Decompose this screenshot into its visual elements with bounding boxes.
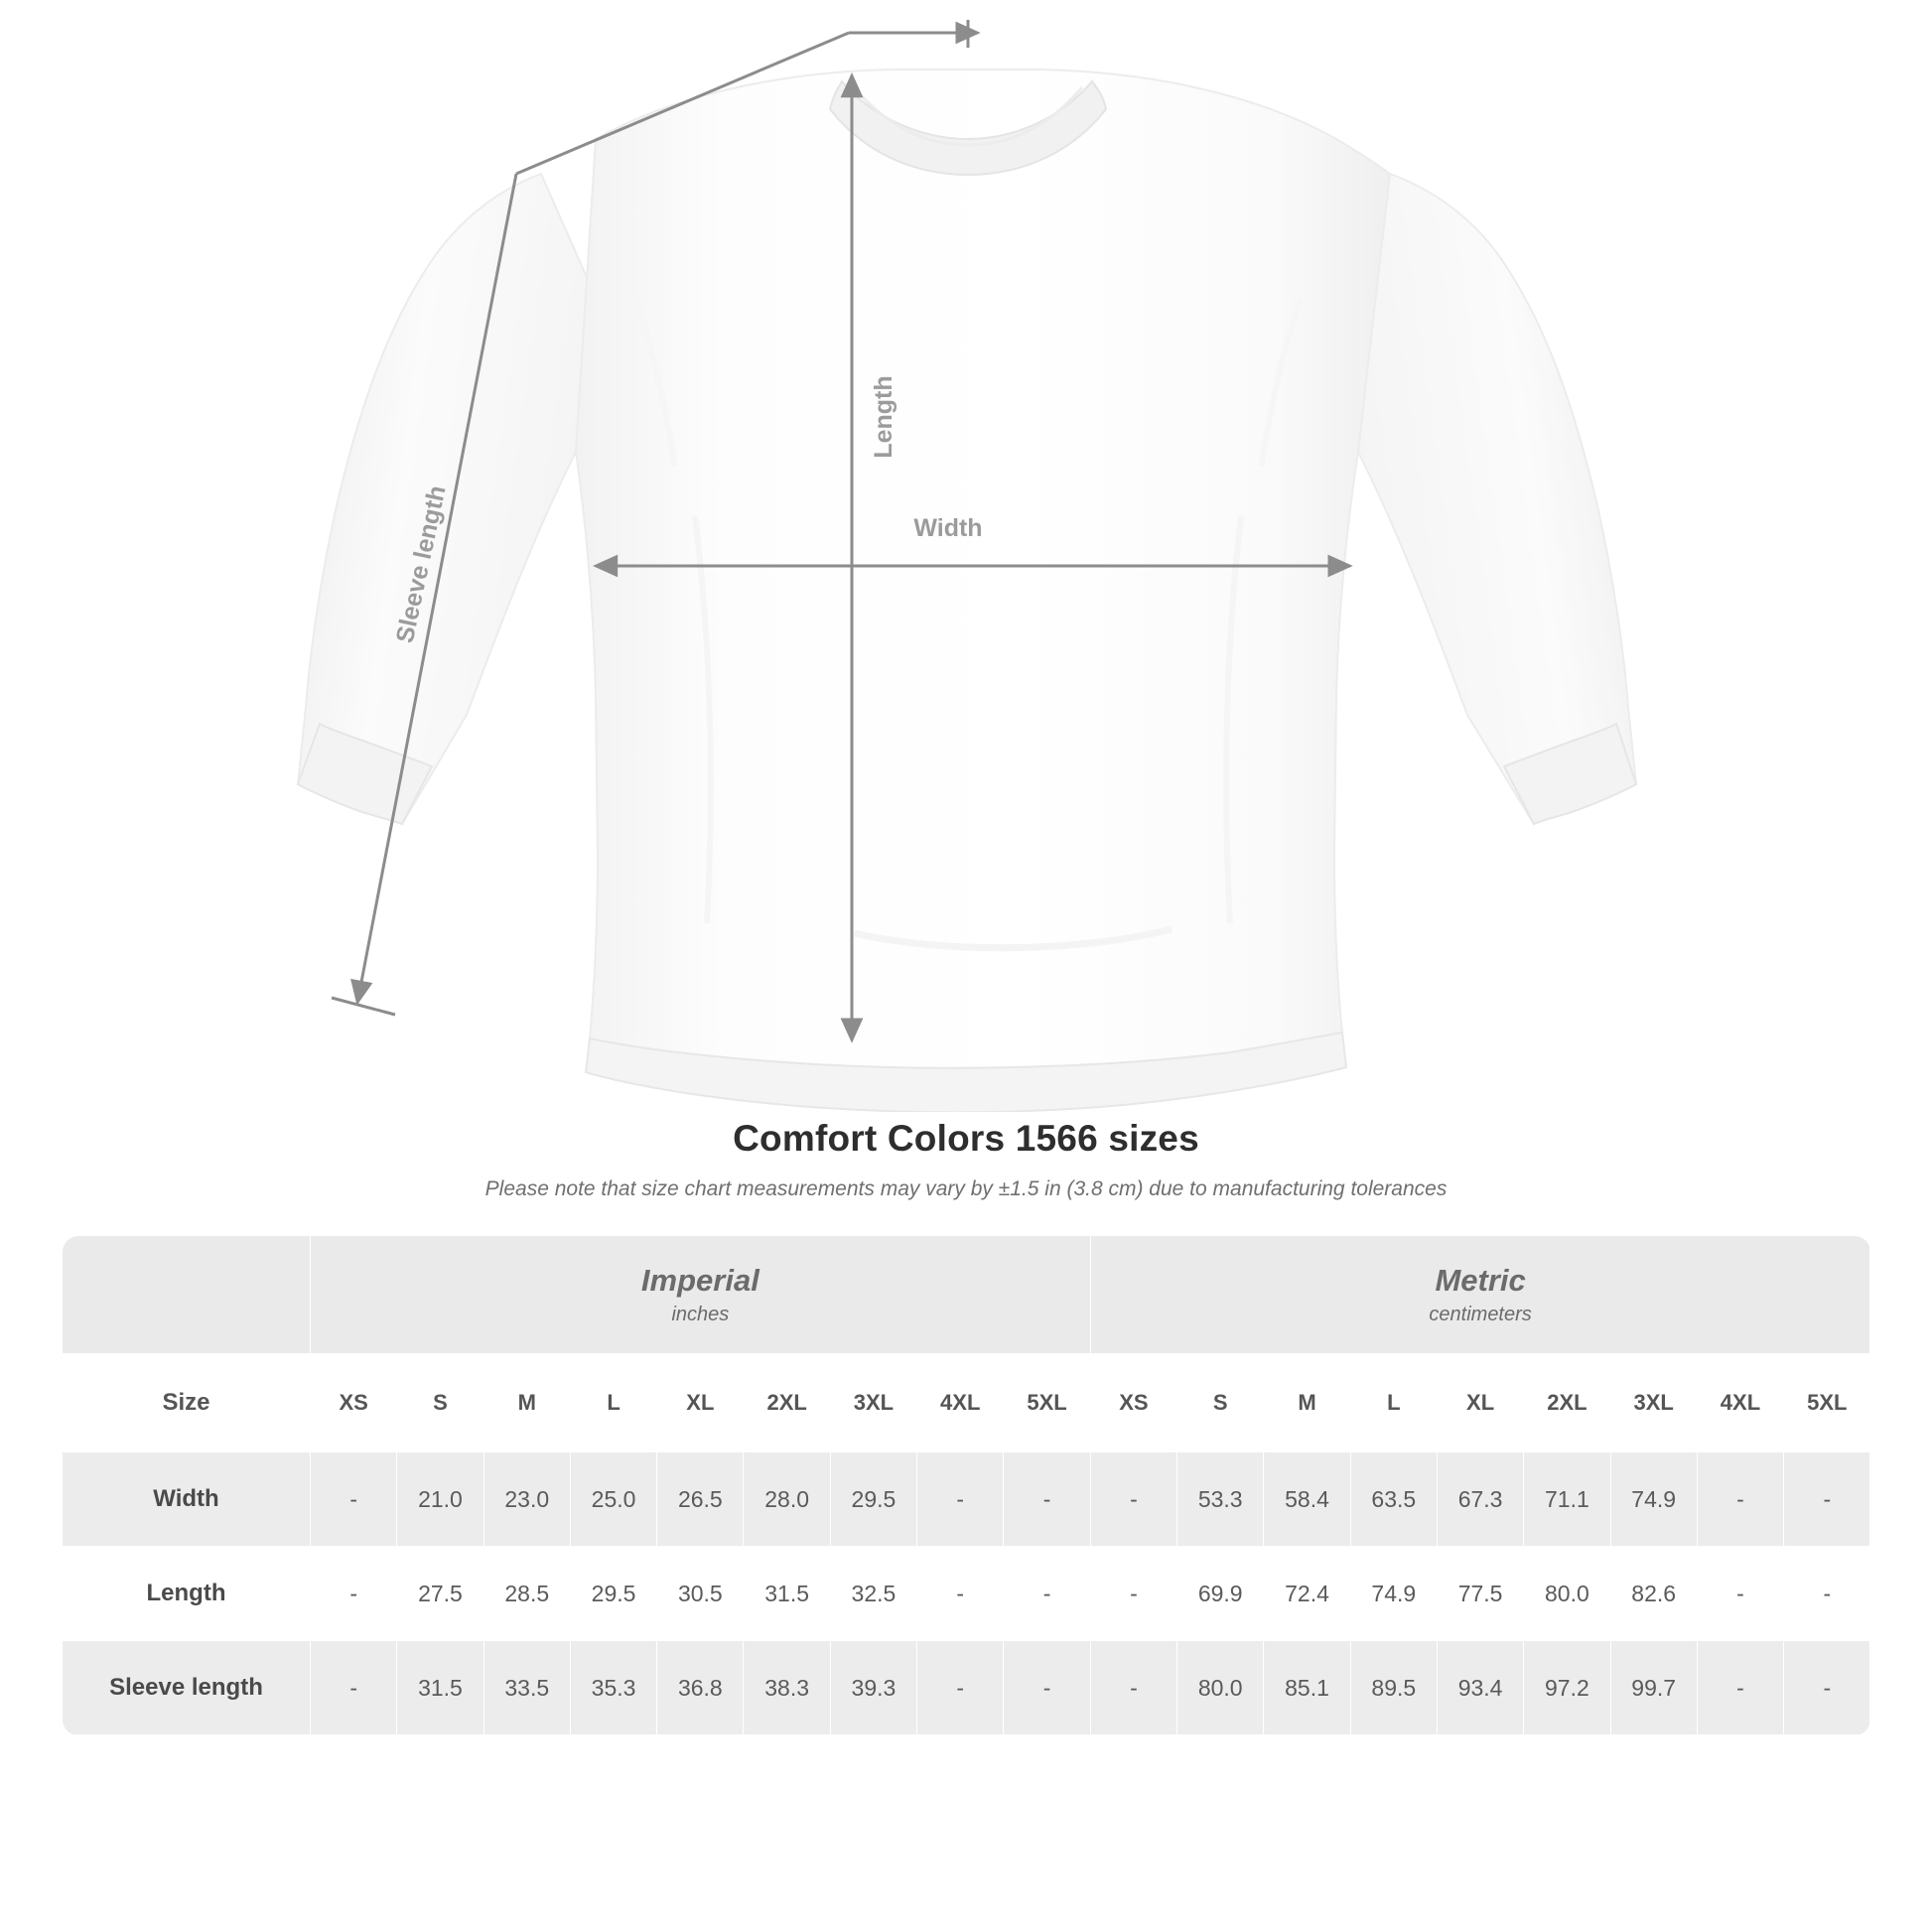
cell-sleeve-metric-xl: 93.4 (1437, 1641, 1523, 1735)
cell-length-metric-m: 72.4 (1264, 1547, 1350, 1641)
cell-width-imperial-3xl: 29.5 (830, 1452, 916, 1547)
row-label-width: Width (63, 1452, 311, 1547)
cell-width-metric-s: 53.3 (1177, 1452, 1264, 1547)
cell-length-metric-3xl: 82.6 (1610, 1547, 1697, 1641)
cell-width-imperial-xs: - (311, 1452, 397, 1547)
width-label: Width (913, 514, 983, 542)
size-header-metric-4xl: 4XL (1697, 1354, 1783, 1452)
cell-width-imperial-5xl: - (1004, 1452, 1090, 1547)
cell-sleeve-metric-3xl: 99.7 (1610, 1641, 1697, 1735)
cell-length-metric-2xl: 80.0 (1524, 1547, 1610, 1641)
cell-width-metric-4xl: - (1697, 1452, 1783, 1547)
row-label-sleeve-length: Sleeve length (63, 1641, 311, 1735)
size-header-metric-3xl: 3XL (1610, 1354, 1697, 1452)
size-table-wrapper (62, 1235, 1870, 1735)
cell-length-metric-s: 69.9 (1177, 1547, 1264, 1641)
cell-length-imperial-m: 28.5 (483, 1547, 570, 1641)
cell-sleeve-imperial-m: 33.5 (483, 1641, 570, 1735)
unit-header-imperial (311, 1236, 1091, 1354)
size-header-imperial-m: M (483, 1354, 570, 1452)
cell-sleeve-imperial-l: 35.3 (570, 1641, 656, 1735)
table-row (63, 1452, 1870, 1547)
unit-header-metric (1090, 1236, 1870, 1354)
unit-sub-metric: centimeters (1429, 1304, 1532, 1326)
table-row (63, 1641, 1870, 1735)
cell-width-metric-m: 58.4 (1264, 1452, 1350, 1547)
cell-length-imperial-5xl: - (1004, 1547, 1090, 1641)
cell-sleeve-imperial-s: 31.5 (397, 1641, 483, 1735)
cell-length-metric-xs: - (1090, 1547, 1176, 1641)
cell-width-metric-5xl: - (1784, 1452, 1870, 1547)
size-header-imperial-xl: XL (657, 1354, 744, 1452)
size-header-imperial-5xl: 5XL (1004, 1354, 1090, 1452)
cell-sleeve-metric-s: 80.0 (1177, 1641, 1264, 1735)
unit-sub-imperial: inches (671, 1304, 730, 1326)
cell-sleeve-metric-xs: - (1090, 1641, 1176, 1735)
title-block (0, 1118, 1932, 1201)
size-header-metric-m: M (1264, 1354, 1350, 1452)
length-label: Length (870, 375, 897, 459)
unit-header-spacer (63, 1236, 311, 1354)
cell-sleeve-metric-l: 89.5 (1350, 1641, 1437, 1735)
cell-length-metric-4xl: - (1697, 1547, 1783, 1641)
cell-width-metric-3xl: 74.9 (1610, 1452, 1697, 1547)
tolerance-note: Please note that size chart measurements may vary by ±1.5 in (3.8 cm) due to manufacturing tolerances (484, 1177, 1448, 1200)
page-title: Comfort Colors 1566 sizes (733, 1118, 1199, 1159)
cell-sleeve-imperial-2xl: 38.3 (744, 1641, 830, 1735)
size-header-imperial-3xl: 3XL (830, 1354, 916, 1452)
cell-length-imperial-xs: - (311, 1547, 397, 1641)
sleeve-length-label: Sleeve length (390, 483, 452, 646)
cell-width-imperial-xl: 26.5 (657, 1452, 744, 1547)
cell-sleeve-imperial-xs: - (311, 1641, 397, 1735)
unit-header-row (63, 1236, 1870, 1354)
cell-length-imperial-3xl: 32.5 (830, 1547, 916, 1641)
cell-sleeve-imperial-xl: 36.8 (657, 1641, 744, 1735)
size-header-metric-2xl: 2XL (1524, 1354, 1610, 1452)
size-header-imperial-4xl: 4XL (917, 1354, 1004, 1452)
cell-sleeve-metric-4xl: - (1697, 1641, 1783, 1735)
cell-length-metric-xl: 77.5 (1437, 1547, 1523, 1641)
size-header-row (63, 1354, 1870, 1452)
unit-name-imperial: Imperial (640, 1262, 759, 1298)
size-header-imperial-2xl: 2XL (744, 1354, 830, 1452)
cell-sleeve-imperial-3xl: 39.3 (830, 1641, 916, 1735)
size-header-imperial-xs: XS (311, 1354, 397, 1452)
cell-length-imperial-xl: 30.5 (657, 1547, 744, 1641)
cell-width-imperial-4xl: - (917, 1452, 1004, 1547)
cell-length-metric-5xl: - (1784, 1547, 1870, 1641)
cell-width-imperial-l: 25.0 (570, 1452, 656, 1547)
size-table (62, 1235, 1870, 1735)
size-header-imperial-s: S (397, 1354, 483, 1452)
size-header-metric-xl: XL (1437, 1354, 1523, 1452)
cell-length-metric-l: 74.9 (1350, 1547, 1437, 1641)
cell-sleeve-imperial-4xl: - (917, 1641, 1004, 1735)
cell-width-metric-xs: - (1090, 1452, 1176, 1547)
cell-width-metric-2xl: 71.1 (1524, 1452, 1610, 1547)
size-header-metric-l: L (1350, 1354, 1437, 1452)
sweatshirt-shape (298, 69, 1636, 1112)
cell-length-imperial-2xl: 31.5 (744, 1547, 830, 1641)
cell-length-imperial-s: 27.5 (397, 1547, 483, 1641)
cell-width-imperial-m: 23.0 (483, 1452, 570, 1547)
table-row (63, 1547, 1870, 1641)
cell-length-imperial-l: 29.5 (570, 1547, 656, 1641)
size-header-label: Size (63, 1354, 311, 1452)
size-header-metric-s: S (1177, 1354, 1264, 1452)
size-header-metric-xs: XS (1090, 1354, 1176, 1452)
cell-width-imperial-2xl: 28.0 (744, 1452, 830, 1547)
cell-length-imperial-4xl: - (917, 1547, 1004, 1641)
unit-name-metric: Metric (1435, 1262, 1526, 1298)
size-header-metric-5xl: 5XL (1784, 1354, 1870, 1452)
cell-width-metric-xl: 67.3 (1437, 1452, 1523, 1547)
size-header-imperial-l: L (570, 1354, 656, 1452)
cell-sleeve-metric-2xl: 97.2 (1524, 1641, 1610, 1735)
cell-sleeve-imperial-5xl: - (1004, 1641, 1090, 1735)
cell-width-metric-l: 63.5 (1350, 1452, 1437, 1547)
row-label-length: Length (63, 1547, 311, 1641)
cell-sleeve-metric-5xl: - (1784, 1641, 1870, 1735)
cell-sleeve-metric-m: 85.1 (1264, 1641, 1350, 1735)
cell-width-imperial-s: 21.0 (397, 1452, 483, 1547)
